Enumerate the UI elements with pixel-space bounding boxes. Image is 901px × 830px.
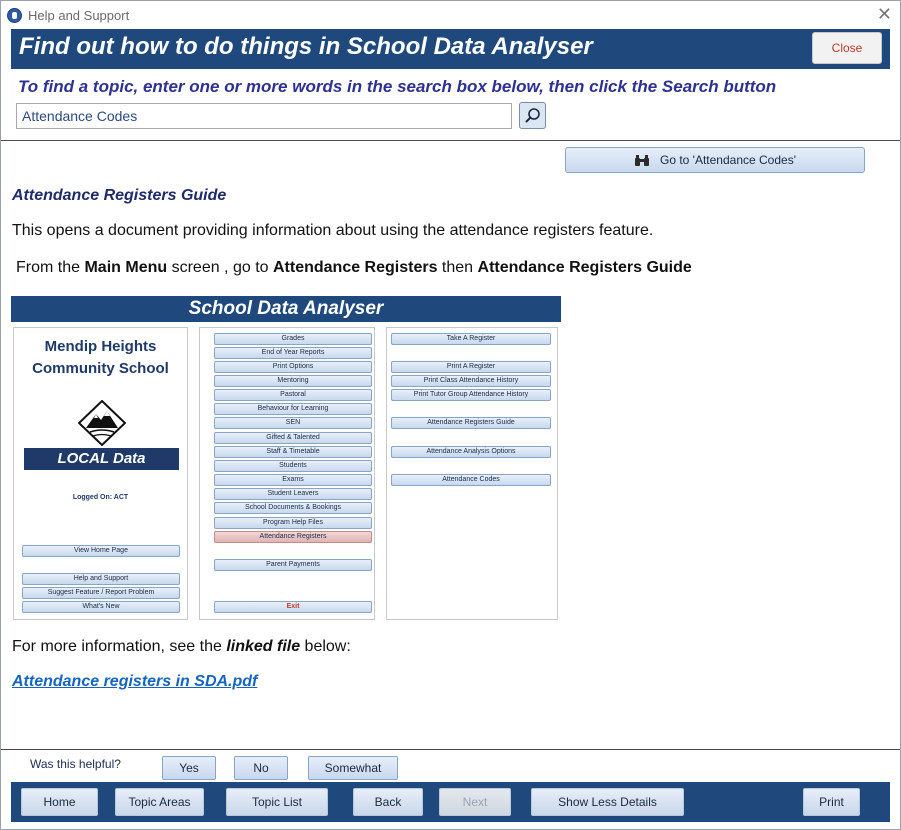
topic-areas-button[interactable]: Topic Areas: [115, 788, 204, 816]
menu-item: Mentoring: [214, 375, 372, 387]
helpful-question: Was this helpful?: [30, 757, 121, 771]
menu-item: Program Help Files: [214, 517, 372, 529]
feedback-yes-button[interactable]: Yes: [162, 756, 216, 780]
search-button[interactable]: [519, 102, 546, 129]
more-info-text: [12, 638, 351, 656]
close-button[interactable]: Close: [812, 32, 882, 64]
home-button[interactable]: Home: [21, 788, 98, 816]
menu-item: Gifted & Talented: [214, 432, 372, 444]
menu-item: Students: [214, 460, 372, 472]
embedded-screenshot: [11, 296, 561, 622]
sub-item: Print A Register: [391, 361, 551, 373]
pdf-link[interactable]: Attendance registers in SDA.pdf: [12, 673, 258, 690]
title-bar: [1, 1, 900, 29]
menu-item: School Documents & Bookings: [214, 502, 372, 514]
school-name-line1: Mendip Heights: [44, 338, 157, 355]
menu-item: End of Year Reports: [214, 347, 372, 359]
next-button[interactable]: Next: [439, 788, 511, 816]
search-instruction: To find a topic, enter one or more words in the search box below, then click the Search button: [18, 77, 777, 96]
page-title: Find out how to do things in School Data Analyser: [19, 33, 593, 60]
sub-item: Attendance Analysis Options: [391, 446, 551, 458]
sub-item: Print Class Attendance History: [391, 375, 551, 387]
show-less-details-button[interactable]: Show Less Details: [531, 788, 684, 816]
sub-item: Attendance Codes: [391, 474, 551, 486]
path-attendance-registers: Attendance Registers: [272, 259, 438, 276]
school-name: [14, 336, 187, 380]
article-title: Attendance Registers Guide: [12, 187, 227, 204]
article-description: This opens a document providing information about using the attendance registers feature.: [12, 222, 654, 239]
top-divider: [1, 140, 900, 141]
screenshot-right-panel: [386, 327, 558, 620]
navigation-path: [16, 259, 692, 277]
sub-item: Attendance Registers Guide: [391, 417, 551, 429]
school-logo-icon: [78, 400, 126, 446]
window-close-icon[interactable]: ✕: [876, 4, 892, 24]
local-data-banner: LOCAL Data: [24, 448, 179, 470]
menu-item: Grades: [214, 333, 372, 345]
more-info-emphasis: linked file: [226, 638, 301, 655]
menu-item: Pastoral: [214, 389, 372, 401]
bottom-divider: [1, 749, 900, 750]
menu-item-selected: Attendance Registers: [214, 531, 372, 543]
menu-item: Staff & Timetable: [214, 446, 372, 458]
path-text: From the: [16, 259, 85, 276]
binoculars-icon: [634, 154, 650, 167]
screenshot-menu-panel: [199, 327, 375, 620]
path-guide: Attendance Registers Guide: [477, 259, 692, 276]
sub-item: Print Tutor Group Attendance History: [391, 389, 551, 401]
print-button[interactable]: Print: [803, 788, 860, 816]
menu-item: Behaviour for Learning: [214, 403, 372, 415]
screenshot-left-panel: [13, 327, 188, 620]
whats-new-button: What's New: [22, 601, 180, 613]
help-support-button: Help and Support: [22, 573, 180, 585]
view-home-page-button: View Home Page: [22, 545, 180, 557]
topic-list-button[interactable]: Topic List: [226, 788, 328, 816]
more-info-part: below:: [300, 638, 351, 655]
goto-topic-button[interactable]: [565, 147, 865, 173]
goto-topic-label: Go to 'Attendance Codes': [659, 153, 796, 167]
app-icon: [7, 8, 22, 23]
suggest-feature-button: Suggest Feature / Report Problem: [22, 587, 180, 599]
footer-nav-bar: [11, 782, 890, 822]
screenshot-title: School Data Analyser: [11, 296, 561, 322]
path-main-menu: Main Menu: [84, 259, 168, 276]
path-text: screen , go to: [167, 259, 273, 276]
feedback-somewhat-button[interactable]: Somewhat: [308, 756, 398, 780]
menu-item: Print Options: [214, 361, 372, 373]
path-text: then: [437, 259, 478, 276]
school-name-line2: Community School: [32, 360, 169, 377]
header-band: [11, 29, 890, 69]
sub-item: Take A Register: [391, 333, 551, 345]
menu-item: Exams: [214, 474, 372, 486]
menu-item: SEN: [214, 417, 372, 429]
menu-item: Parent Payments: [214, 559, 372, 571]
logged-on-label: Logged On: ACT: [72, 494, 129, 501]
feedback-no-button[interactable]: No: [234, 756, 288, 780]
menu-item-exit: Exit: [214, 601, 372, 613]
search-input[interactable]: [16, 103, 512, 129]
back-button[interactable]: Back: [353, 788, 423, 816]
menu-item: Student Leavers: [214, 488, 372, 500]
search-icon: [524, 107, 542, 125]
more-info-part: For more information, see the: [12, 638, 227, 655]
window-title: Help and Support: [28, 8, 130, 23]
